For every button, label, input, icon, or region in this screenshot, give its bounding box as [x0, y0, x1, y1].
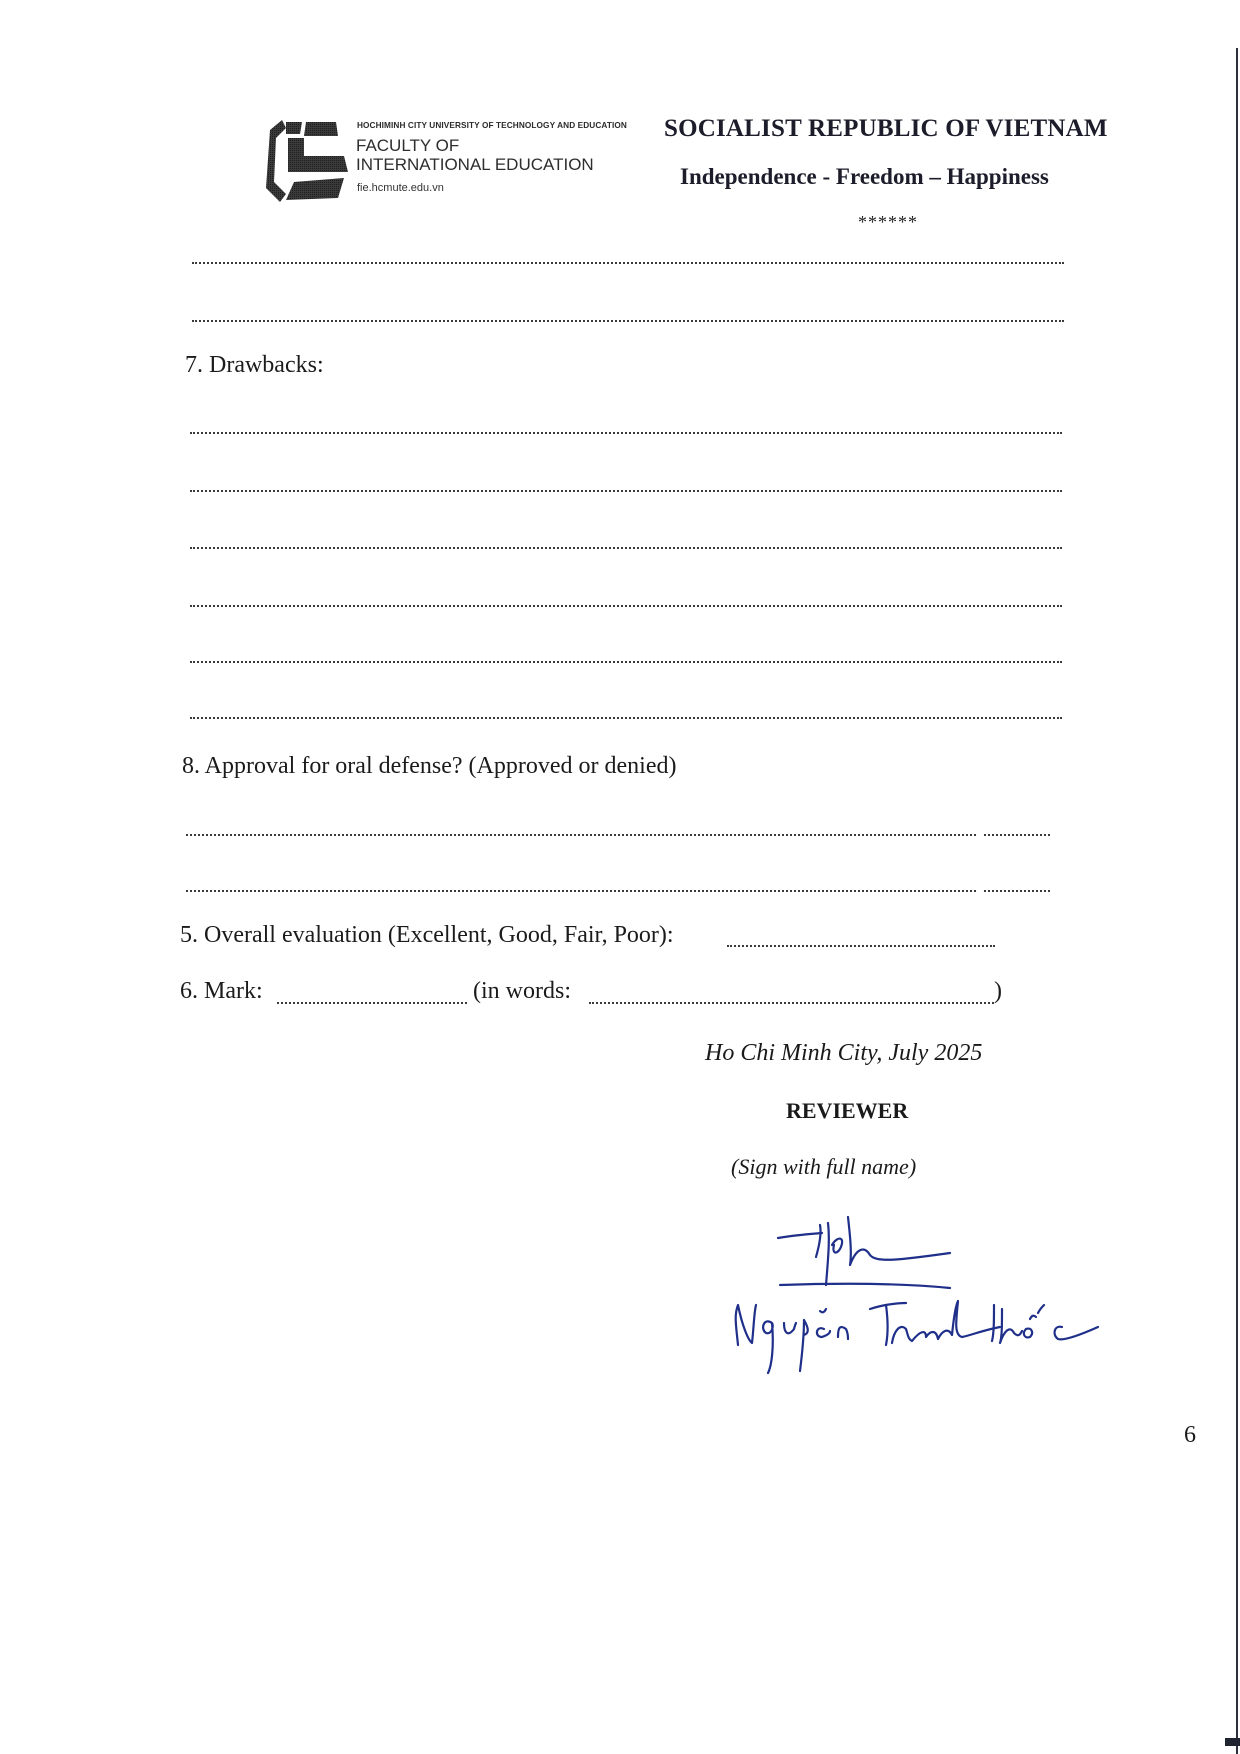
scan-edge — [1236, 48, 1238, 1754]
approval-line[interactable] — [186, 890, 976, 892]
drawbacks-line[interactable] — [190, 605, 1062, 607]
header-separator: ****** — [858, 212, 918, 232]
answer-line[interactable] — [192, 262, 1064, 264]
answer-line[interactable] — [192, 320, 1064, 322]
national-motto: Independence - Freedom – Happiness — [680, 164, 1049, 189]
mark-label: 6. Mark: — [180, 978, 263, 1004]
faculty-logo-icon — [256, 116, 352, 204]
university-name: HOCHIMINH CITY UNIVERSITY OF TECHNOLOGY AND EDUCATION — [357, 120, 627, 130]
mark-words-close: ) — [994, 978, 1002, 1004]
drawbacks-line[interactable] — [190, 547, 1062, 549]
mark-words-label: (in words: — [473, 978, 571, 1004]
scan-edge-mark — [1225, 1738, 1240, 1746]
overall-evaluation-label: 5. Overall evaluation (Excellent, Good, Fair, Poor): — [180, 922, 674, 948]
drawbacks-label: 7. Drawbacks: — [185, 352, 324, 378]
reviewer-title: REVIEWER — [786, 1098, 909, 1123]
page-number: 6 — [1184, 1422, 1196, 1448]
approval-line-end — [984, 890, 1050, 892]
drawbacks-line[interactable] — [190, 661, 1062, 663]
faculty-name-line1: FACULTY OF — [356, 136, 460, 155]
overall-evaluation-field[interactable] — [727, 945, 995, 947]
drawbacks-line[interactable] — [190, 490, 1062, 492]
nation-title: SOCIALIST REPUBLIC OF VIETNAM — [664, 115, 1108, 142]
faculty-website: fie.hcmute.edu.vn — [357, 182, 444, 194]
approval-label: 8. Approval for oral defense? (Approved or denied) — [182, 753, 677, 779]
place-date: Ho Chi Minh City, July 2025 — [705, 1040, 983, 1066]
faculty-name-line2: INTERNATIONAL EDUCATION — [356, 155, 594, 174]
drawbacks-line[interactable] — [190, 432, 1062, 434]
drawbacks-line[interactable] — [190, 717, 1062, 719]
mark-words-field[interactable] — [589, 1002, 994, 1004]
handwritten-signature-icon — [700, 1205, 1100, 1395]
mark-field[interactable] — [277, 1002, 467, 1004]
approval-line[interactable] — [186, 834, 976, 836]
approval-line-end — [984, 834, 1050, 836]
sign-instruction: (Sign with full name) — [731, 1154, 917, 1179]
